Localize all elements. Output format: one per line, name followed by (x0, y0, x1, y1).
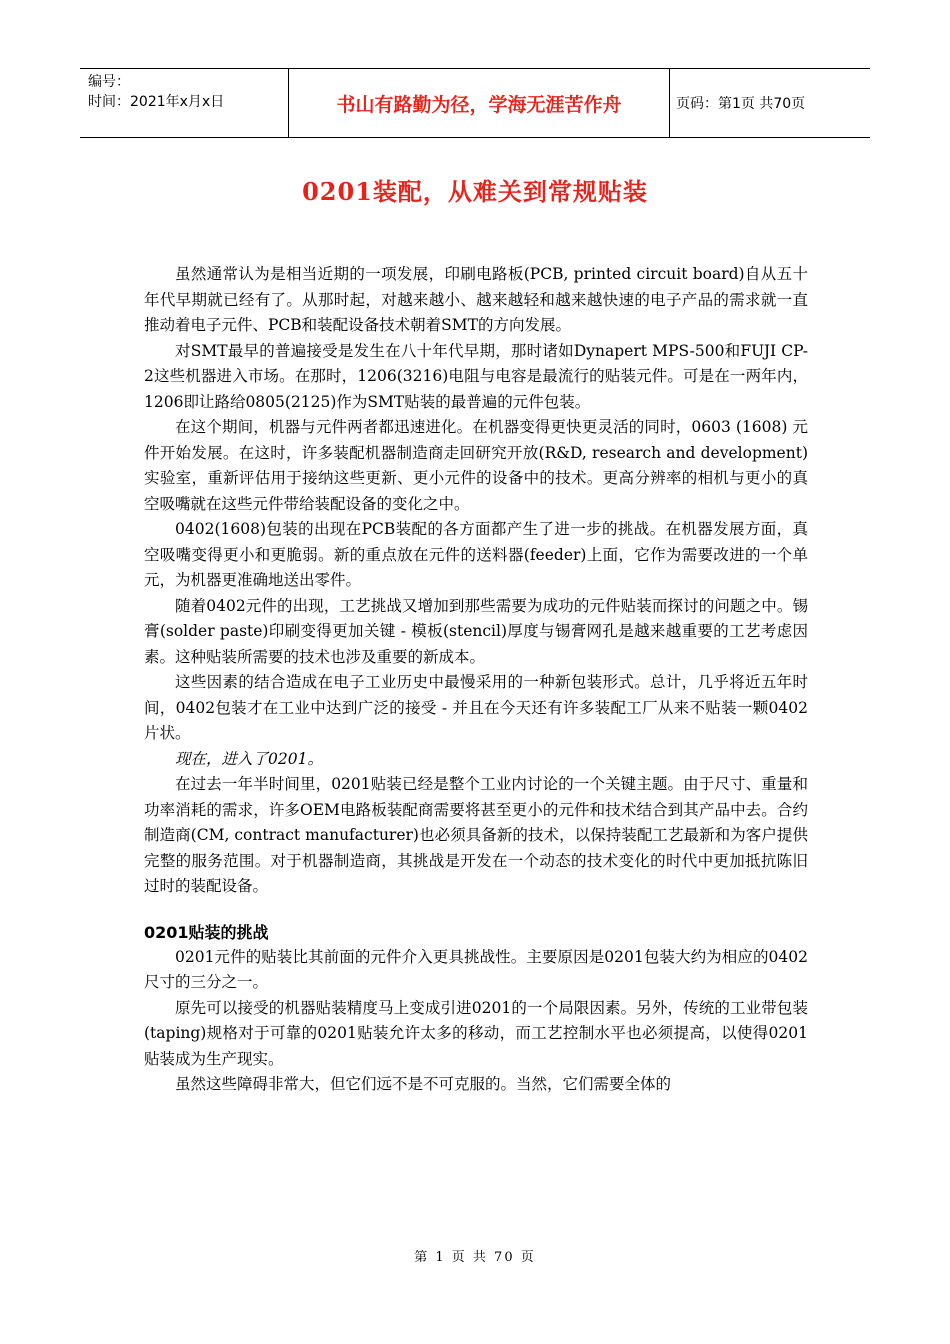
header-table (80, 68, 870, 138)
paragraph: 在过去一年半时间里，0201贴装已经是整个工业内讨论的一个关键主题。由于尺寸、重量和功率消耗的需求，许多OEM电路板装配商需要将甚至更小的元件和技术结合到其产品中去。合约制造商(CM, contract manufacturer)也必须具备新的技术，以保持装配工艺最新和为客户提供完整的服务范围。对于机器制造商，其挑战是开发在一个动态的技术变化的时代中更加抵抗陈旧过时的装配设备。 (144, 775, 808, 895)
number-label: 编号： (88, 74, 130, 90)
section-heading: 0201贴装的挑战 (144, 922, 269, 942)
paragraph: 对SMT最早的普遍接受是发生在八十年代早期，那时诸如Dynapert MPS-500和FUJI CP-2这些机器进入市场。在那时，1206(3216)电阻与电容是最流行的贴装元件。可是在一两年内，1206即让路给0805(2125)作为SMT贴装的最普遍的元件包装。 (144, 341, 808, 411)
document-body (144, 262, 808, 1098)
paragraph: 0402(1608)包装的出现在PCB装配的各方面都产生了进一步的挑战。在机器发展方面，真空吸嘴变得更小和更脆弱。新的重点放在元件的送料器(feeder)上面，它作为需要改进的一个单元，为机器更准确地送出零件。 (144, 520, 808, 589)
page-title: 0201装配，从难关到常规贴装 (302, 177, 648, 206)
time-label: 时间：2021年x月x日 (88, 94, 225, 110)
paragraph: 随着0402元件的出现，工艺挑战又增加到那些需要为成功的元件贴装而探讨的问题之中。锡膏(solder paste)印刷变得更加关键 - 模板(stencil)厚度与锡膏网孔是越来越重要的工艺考虑因素。这种贴装所需要的技术也涉及重要的新成本。 (144, 596, 808, 666)
page-footer: 第 1 页 共 70 页 (414, 1250, 536, 1265)
paragraph: 这些因素的结合造成在电子工业历史中最慢采用的一种新包装形式。总计，几乎将近五年时间，0402包装才在工业中达到广泛的接受 - 并且在今天还有许多装配工厂从来不贴装一颗0402片状。 (144, 673, 808, 742)
paragraph: 原先可以接受的机器贴装精度马上变成引进0201的一个局限因素。另外，传统的工业带包装(taping)规格对于可靠的0201贴装允许太多的移动，而工艺控制水平也必须提高，以使得0201贴装成为生产现实。 (144, 998, 808, 1068)
header-page-info: 页码：第1页 共70页 (676, 96, 806, 112)
header-meta (80, 69, 289, 137)
paragraph: 虽然这些障碍非常大，但它们远不是不可克服的。当然，它们需要全体的 (175, 1075, 672, 1093)
header-motto: 书山有路勤为径，学海无涯苦作舟 (289, 69, 670, 137)
paragraph: 虽然通常认为是相当近期的一项发展，印刷电路板(PCB, printed circuit board)自从五十年代早期就已经有了。从那时起，对越来越小、越来越轻和越来越快速的电子产品的需求就一直推动着电子元件、PCB和装配设备技术朝着SMT的方向发展。 (144, 265, 808, 334)
paragraph: 0201元件的贴装比其前面的元件介入更具挑战性。主要原因是0201包装大约为相应的0402尺寸的三分之一。 (144, 947, 808, 991)
paragraph: 在这个期间，机器与元件两者都迅速进化。在机器变得更快更灵活的同时，0603 (1608) 元件开始发展。在这时，许多装配机器制造商走回研究开放(R&D, research and development)实验室，重新评估用于接纳这些更新、更小元件的设备中的技术。更高分辨率的相机与更小的真空吸嘴就在这些元件带给装配设备的变化之中。 (144, 418, 808, 513)
italic-line: 现在，进入了0201。 (175, 749, 323, 768)
